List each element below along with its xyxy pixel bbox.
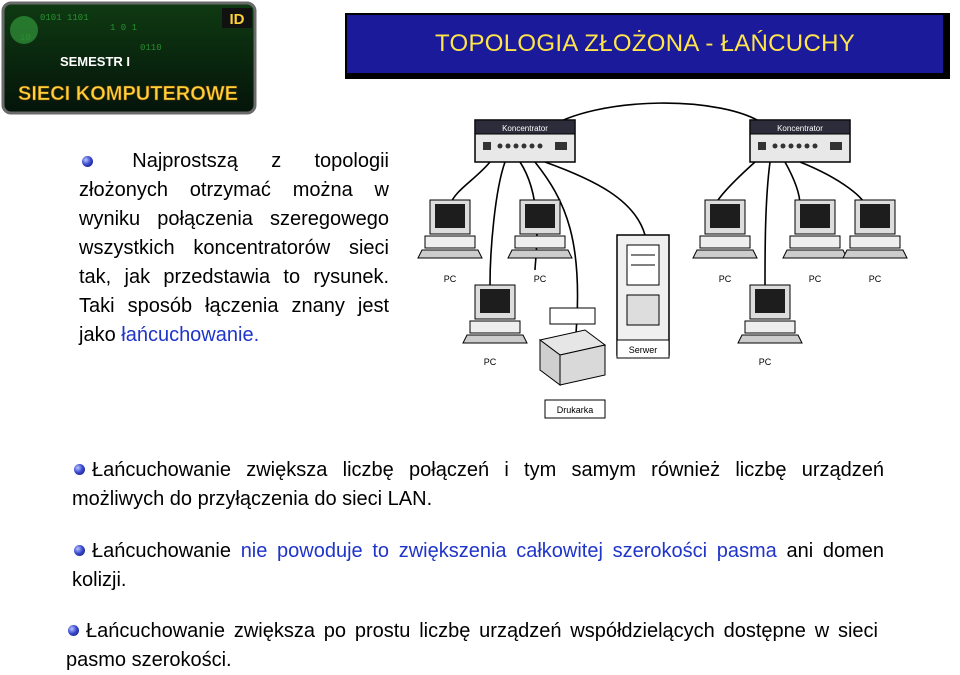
paragraph-bandwidth: Łańcuchowanie nie powoduje to zwiększenia całkowitej szerokości pasma ani domen kolizji. [72, 540, 884, 591]
pc-7-label: PC [868, 274, 882, 284]
svg-text:1 0 1: 1 0 1 [110, 23, 138, 33]
hub-left [475, 120, 575, 162]
pc-5-label: PC [758, 357, 772, 367]
intro-paragraph: Najprostszą z topologii złożonych otrzymać można w wyniku połączenia szeregowego wszystkich koncentratorów sieci tak, jak przedstawia to rysunek. Taki sposób łączenia znany jest jako łańcuchowanie. [79, 150, 389, 346]
course-logo [0, 0, 262, 120]
pc-1-label: PC [443, 274, 457, 284]
pc-3-label: PC [533, 274, 547, 284]
logo-badge: ID [229, 11, 245, 28]
pc-5 [738, 285, 802, 367]
pc-2-label: PC [483, 357, 497, 367]
bandwidth-highlight: nie powoduje to zwiększenia całkowitej szerokości pasma [240, 540, 777, 562]
page-title: TOPOLOGIA ZŁOŻONA - ŁAŃCUCHY [434, 30, 856, 57]
paragraph-shared-bandwidth: Łańcuchowanie zwiększa po prostu liczbę urządzeń współdzielących dostępne w sieci pasmo szerokości. [66, 620, 878, 671]
pc-7 [843, 200, 907, 284]
pc-6-label: PC [808, 274, 822, 284]
pc-6 [783, 200, 847, 284]
pc-3 [508, 200, 572, 284]
hub-left-label: Koncentrator [502, 124, 548, 133]
logo-semester: SEMESTR I [59, 54, 131, 69]
paragraph-chaining-connections: Łańcuchowanie zwiększa liczbę połączeń i tym samym również liczbę urządzeń możliwych do przyłączenia do sieci LAN. [72, 459, 884, 510]
printer [540, 308, 605, 418]
pc-1 [418, 200, 482, 284]
pc-4 [693, 200, 757, 284]
intro-highlight: łańcuchowanie. [121, 324, 260, 346]
title-shadow [345, 13, 950, 79]
pc-4-label: PC [718, 274, 732, 284]
hub-right [750, 120, 850, 162]
server-label: Serwer [628, 345, 658, 355]
pc-2 [463, 285, 527, 367]
hub-right-label: Koncentrator [777, 124, 823, 133]
svg-text:0110: 0110 [140, 43, 162, 53]
network-diagram [395, 100, 955, 430]
printer-label: Drukarka [556, 405, 594, 415]
server [617, 235, 669, 358]
logo-title: SIECI KOMPUTEROWE [17, 83, 239, 105]
title-banner [345, 13, 945, 75]
svg-text:0101 1101: 0101 1101 [40, 13, 89, 23]
